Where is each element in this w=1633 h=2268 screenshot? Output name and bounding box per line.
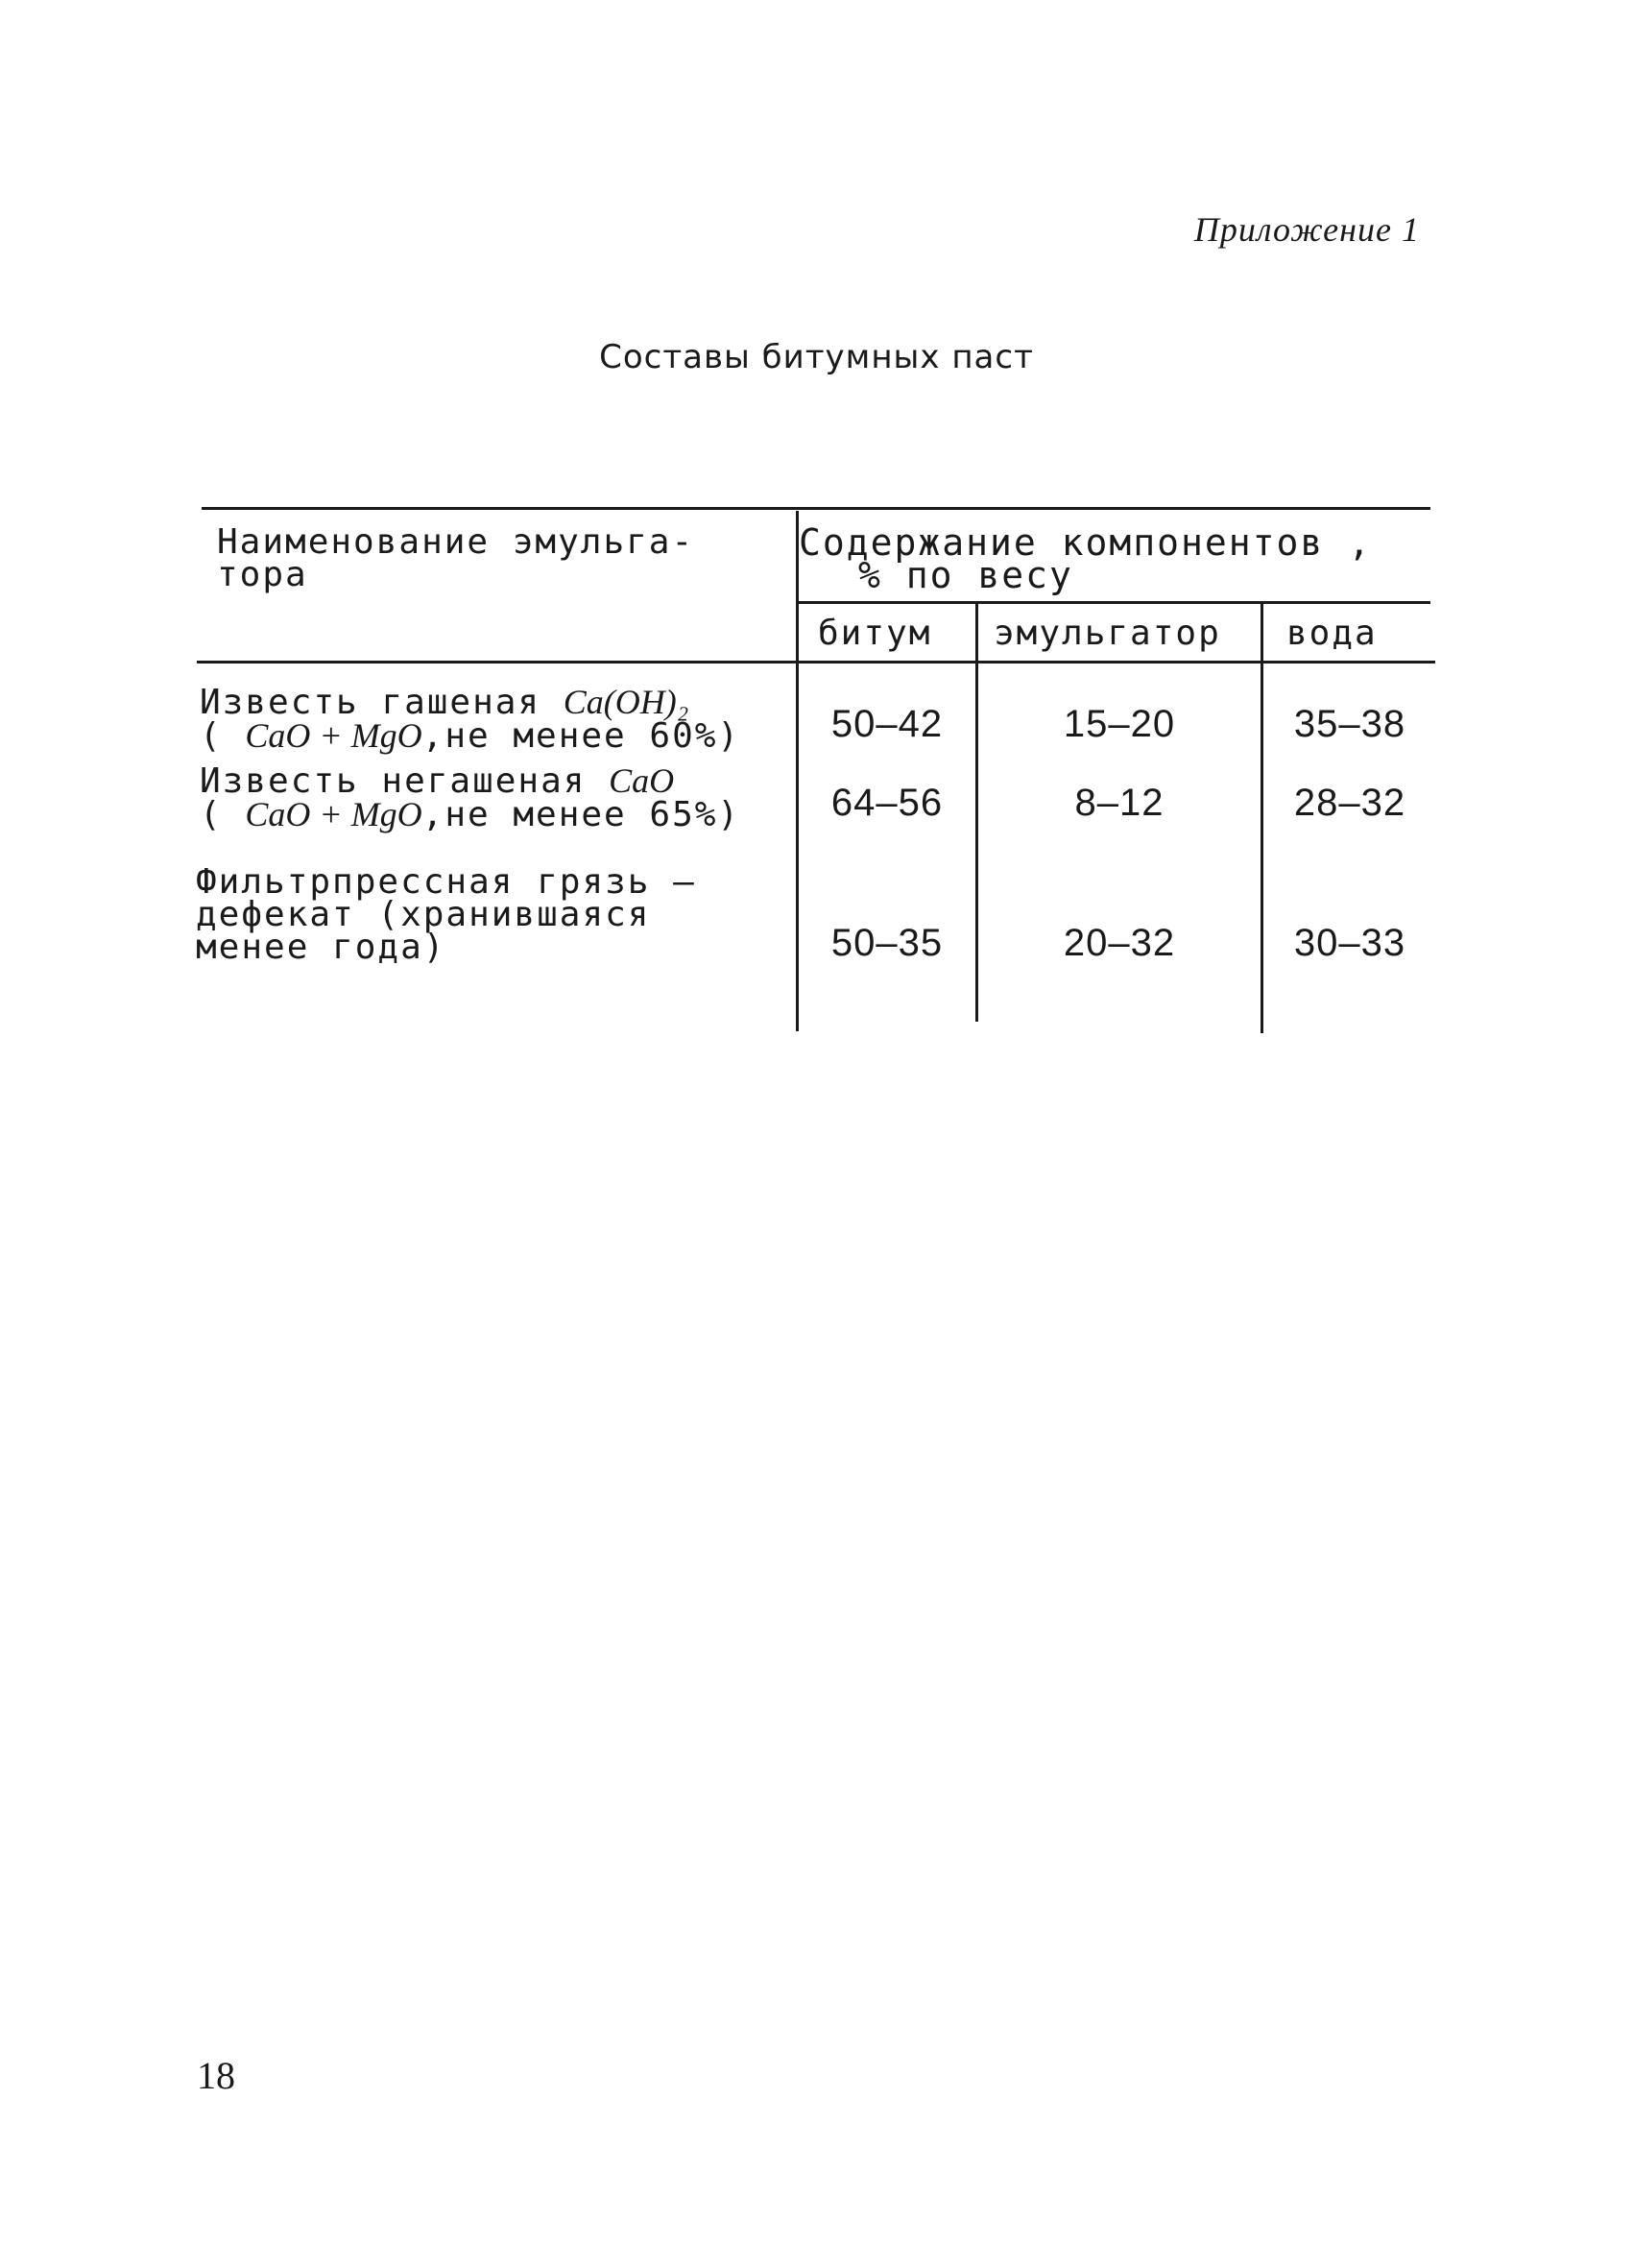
row-2-name-line-2 <box>200 795 741 834</box>
row-3-water: 30–33 <box>1293 922 1406 964</box>
header-group-col <box>799 521 1373 596</box>
row-2-bitumen: 64–56 <box>830 782 944 824</box>
row-2-emulsifier: 8–12 <box>1074 782 1165 824</box>
row-1-paren: ( <box>200 716 246 756</box>
page-title-text: Составы битумных паст <box>599 338 1034 376</box>
table-head-rule <box>197 661 1435 664</box>
row-1-name <box>200 683 741 756</box>
header-name-col <box>217 522 695 594</box>
row-1-emulsifier: 15–20 <box>1063 703 1176 745</box>
header-emulsifier: эмульгатор <box>994 614 1221 653</box>
row-3-name-line-1: Фильтрпрессная грязь – <box>196 862 696 902</box>
row-2-water: 28–32 <box>1293 782 1406 824</box>
row-1-name-text: Известь гашеная <box>200 683 564 722</box>
row-3-name-line-3: менее года) <box>196 928 446 967</box>
appendix-label: Приложение 1 <box>1193 210 1420 249</box>
row-3-emulsifier: 20–32 <box>1063 922 1176 964</box>
row-1-name-line-1 <box>200 683 740 722</box>
row-3-name <box>196 862 696 967</box>
header-bitumen: битум <box>818 614 932 653</box>
row-2-paren: ( <box>200 795 246 834</box>
row-3-bitumen: 50–35 <box>830 922 944 964</box>
header-group-line-1: Содержание компонентов , <box>799 521 1373 564</box>
header-water: вода <box>1286 614 1378 653</box>
row-3-name-line-2: дефекат (хранившаяся <box>196 895 651 934</box>
header-group-line-2: % по весу <box>858 554 1073 596</box>
row-1-formula: Ca(OH)₂ <box>563 683 689 721</box>
row-2-formula: CaO <box>609 761 675 800</box>
row-2-condition: ,не менее 65%) <box>421 795 741 834</box>
header-name-line-1: Наименование эмульга- <box>217 522 695 562</box>
page-number: 18 <box>197 2054 235 2097</box>
row-1-condition: ,не менее 60%) <box>421 716 741 756</box>
page-title <box>0 338 1633 376</box>
row-1-formula-2: CaO + MgO <box>245 716 422 755</box>
row-1-name-line-2 <box>200 716 741 756</box>
row-1-water: 35–38 <box>1293 703 1406 745</box>
header-name-line-2: тора <box>217 555 308 594</box>
table-subhead-rule <box>797 601 1430 604</box>
row-2-name <box>200 761 741 834</box>
row-2-name-text: Известь негашеная <box>200 761 610 801</box>
table-top-rule <box>202 507 1430 510</box>
row-2-formula-2: CaO + MgO <box>245 795 422 833</box>
row-2-name-line-1 <box>200 761 740 801</box>
row-1-bitumen: 50–42 <box>830 703 944 745</box>
